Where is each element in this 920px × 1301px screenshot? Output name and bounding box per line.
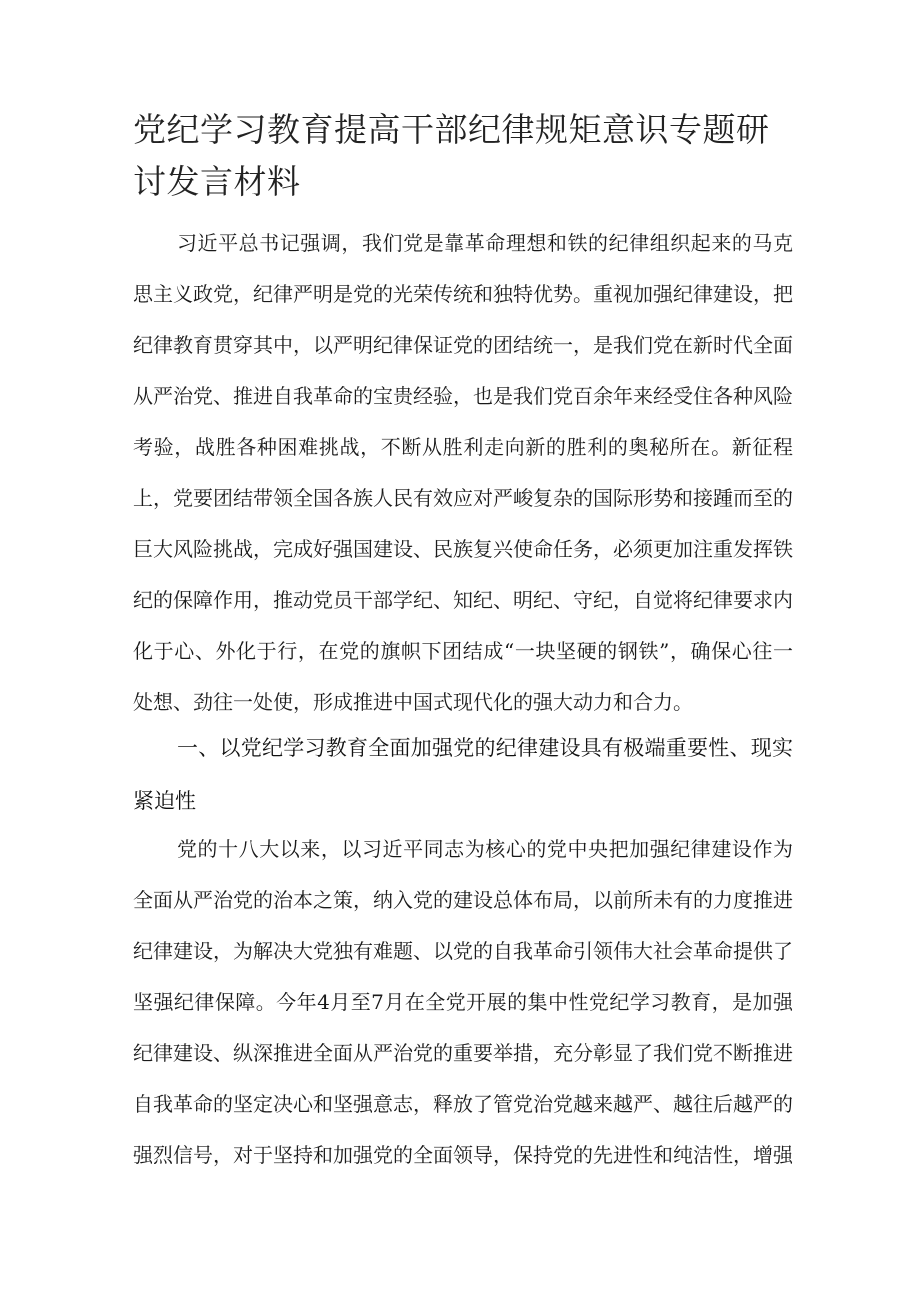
section-heading: 一、以党纪学习教育全面加强党的纪律建设具有极端重要性、现实紧迫性 [133,736,793,813]
document-title: 党纪学习教育提高干部纪律规矩意识专题研讨发言材料 [133,110,770,201]
intro-paragraph: 习近平总书记强调，我们党是靠革命理想和铁的纪律组织起来的马克思主义政党，纪律严明是党的光荣传统和独特优势。重视加强纪律建设，把纪律教育贯穿其中，以严明纪律保证党的团结统一，是我们党在新时代全面从严治党、推进自我革命的宝贵经验，也是我们党百余年来经受住各种风险考验，战胜各种困难挑战，不断从胜利走向新的胜利的奥秘所在。新征程上，党要团结带领全国各族人民有效应对严峻复杂的国际形势和接踵而至的巨大风险挑战，完成好强国建设、民族复兴使命任务，必须更加注重发挥铁纪的保障作用，推动党员干部学纪、知纪、明纪、守纪，自觉将纪律要求内化于心、外化于行，在党的旗帜下团结成“一块坚硬的钢铁”，确保心往一处想、劲往一处使，形成推进中国式现代化的强大动力和合力。 [133,231,793,714]
body-paragraph: 党的十八大以来，以习近平同志为核心的党中央把加强纪律建设作为全面从严治党的治本之策，纳入党的建设总体布局，以前所未有的力度推进纪律建设，为解决大党独有难题、以党的自我革命引领伟大社会革命提供了坚强纪律保障。今年4月至7月在全党开展的集中性党纪学习教育，是加强纪律建设、纵深推进全面从严治党的重要举措，充分彰显了我们党不断推进自我革命的坚定决心和坚强意志，释放了管党治党越来越严、越往后越严的强烈信号，对于坚持和加强党的全面领导，保持党的先进性和纯洁性，增强 [133,837,793,1167]
